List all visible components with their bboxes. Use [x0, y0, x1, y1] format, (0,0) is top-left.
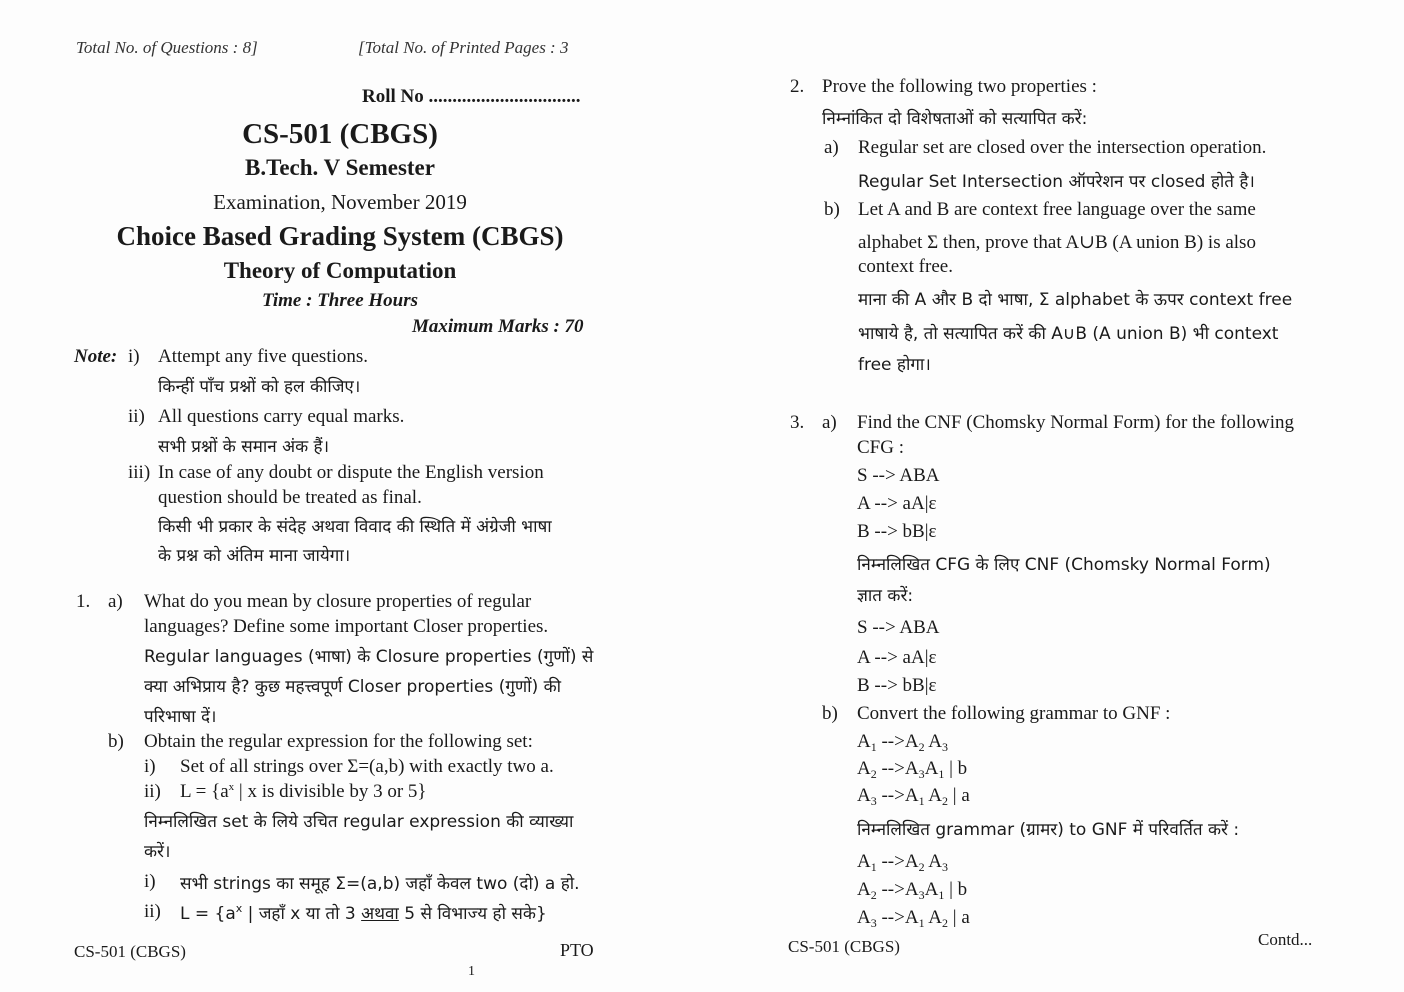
note-3-en-1: In case of any doubt or dispute the English version	[158, 462, 544, 483]
note-3-hi-1: किसी भी प्रकार के संदेह अथवा विवाद की स्थिति में अंग्रेजी भाषा	[158, 517, 552, 537]
q3a-en-1: Find the CNF (Chomsky Normal Form) for the following	[857, 412, 1294, 433]
q1b-hi-ii-label: ii)	[144, 901, 161, 922]
q1b-hi-i-text: सभी strings का समूह Σ=(a,b) जहाँ केवल two (दो) a हो.	[180, 874, 580, 894]
q1a-en-1: What do you mean by closure properties of regular	[144, 591, 532, 612]
q3a-hi-grammar-1: S --> ABA	[857, 617, 940, 638]
note-1-num: i)	[128, 346, 140, 367]
note-3-en-2: question should be treated as final.	[158, 487, 422, 508]
note-2-en: All questions carry equal marks.	[158, 406, 405, 427]
q3b-rule-3: $A_3$ $-->A_1$ $A_2$ | a	[857, 785, 970, 808]
note-1-hi: किन्हीं पाँच प्रश्नों को हल कीजिए।	[158, 377, 361, 397]
subject-title: Theory of Computation	[223, 258, 457, 283]
q1b-i-text: Set of all strings over Σ=(a,b) with exactly two a.	[180, 756, 554, 777]
q2b-en-1: Let A and B are context free language over the same	[858, 199, 1256, 220]
q2b-en-3: context free.	[858, 256, 953, 277]
degree-semester: B.Tech. V Semester	[245, 155, 435, 180]
q3b-rule-2: $A_2$ $-->A_3A_1$ | b	[857, 758, 968, 781]
q3a-hi-2: ज्ञात करें:	[857, 586, 914, 606]
q2b-hi-1: माना की A और B दो भाषा, Σ alphabet के ऊपर context free	[858, 290, 1293, 310]
course-code: CS-501 (CBGS)	[242, 118, 438, 150]
q2a-hi: Regular Set Intersection ऑपरेशन पर closed होते है।	[858, 172, 1255, 192]
q3b-hi: निम्नलिखित grammar (ग्रामर) to GNF में परिवर्तित करें :	[857, 820, 1240, 840]
q2-intro-hi: निम्नांकित दो विशेषताओं को सत्यापित करें:	[822, 109, 1088, 129]
exam-time: Time : Three Hours	[261, 290, 419, 311]
q3a-hi-1: निम्नलिखित CFG के लिए CNF (Chomsky Normal Form)	[857, 555, 1271, 575]
left-footer-code: CS-501 (CBGS)	[74, 942, 186, 961]
q3b-label: b)	[822, 703, 838, 724]
exam-session: Examination, November 2019	[213, 190, 467, 214]
roll-no: Roll No ................................	[362, 86, 581, 107]
q2a-en: Regular set are closed over the intersection operation.	[858, 137, 1267, 158]
q3a-grammar-2: A --> aA|ε	[857, 493, 937, 514]
printed-pages: [Total No. of Printed Pages : 3	[358, 38, 569, 57]
q3b-hi-rule-2: $A_2$ $-->A_3A_1$ | b	[857, 879, 968, 902]
q2b-label: b)	[824, 199, 840, 220]
q2b-hi-3: free होगा।	[858, 355, 931, 375]
maximum-marks: Maximum Marks : 70	[412, 316, 584, 337]
note-3-num: iii)	[128, 462, 151, 483]
total-questions: Total No. of Questions : 8]	[76, 38, 258, 57]
q3a-en-2: CFG :	[857, 437, 904, 458]
q1b-hi-i-label: i)	[144, 871, 156, 892]
q3b-hi-rule-1: $A_1$ $-->A_2$ $A_3$	[857, 851, 949, 874]
q3b-en: Convert the following grammar to GNF :	[857, 703, 1171, 724]
q1-number: 1.	[76, 591, 91, 612]
page-number: 1	[468, 964, 475, 979]
q3-number: 3.	[790, 412, 805, 433]
note-3-hi-2: के प्रश्न को अंतिम माना जायेगा।	[158, 546, 351, 566]
q1a-en-2: languages? Define some important Closer properties.	[144, 616, 549, 637]
q1b-ii-text: $L = \{a^x$ | x is divisible by 3 or 5}	[180, 781, 427, 802]
q1b-hi-2: करें।	[144, 842, 171, 862]
pto-label: PTO	[560, 940, 594, 960]
contd-label: Contd...	[1258, 930, 1313, 949]
right-footer-code: CS-501 (CBGS)	[788, 937, 900, 956]
q2b-hi-2: भाषाये है, तो सत्यापित करें की A∪B (A union B) भी context	[858, 324, 1279, 344]
q1b-label: b)	[108, 731, 124, 752]
q1a-hi-3: परिभाषा दें।	[144, 707, 217, 727]
note-label: Note:	[74, 346, 118, 367]
q2-intro-en: Prove the following two properties :	[822, 76, 1097, 97]
q3b-hi-rule-3: $A_3$ $-->A_1$ $A_2$ | a	[857, 907, 970, 930]
q2-number: 2.	[790, 76, 805, 97]
q3a-grammar-1: S --> ABA	[857, 465, 940, 486]
left-page	[0, 0, 700, 992]
note-1-en: Attempt any five questions.	[158, 346, 369, 367]
right-page	[702, 0, 1404, 992]
grading-system: Choice Based Grading System (CBGS)	[116, 221, 564, 251]
q1a-hi-1: Regular languages (भाषा) के Closure properties (गुणों) से	[144, 647, 594, 667]
q1b-i-label: i)	[144, 756, 156, 777]
q3a-hi-grammar-3: B --> bB|ε	[857, 675, 937, 696]
q1a-hi-2: क्या अभिप्राय है? कुछ महत्त्वपूर्ण Closer properties (गुणों) की	[144, 677, 562, 697]
q3a-label: a)	[822, 412, 837, 433]
q3a-grammar-3: B --> bB|ε	[857, 521, 937, 542]
q1a-label: a)	[108, 591, 123, 612]
note-2-hi: सभी प्रश्नों के समान अंक हैं।	[158, 437, 330, 457]
q2b-en-2: alphabet Σ then, prove that A∪B (A union B) is also	[858, 232, 1256, 253]
q3a-hi-grammar-2: A --> aA|ε	[857, 647, 937, 668]
q1b-ii-label: ii)	[144, 781, 161, 802]
note-2-num: ii)	[128, 406, 145, 427]
q1b-en: Obtain the regular expression for the following set:	[144, 731, 533, 752]
q2a-label: a)	[824, 137, 839, 158]
q1b-hi-ii-text: $L = \{a^x$ | जहाँ x या तो 3 अथवा 5 से विभाज्य हो सके}	[180, 902, 547, 924]
q1b-hi-1: निम्नलिखित set के लिये उचित regular expression की व्याख्या	[144, 812, 574, 832]
q3b-rule-1: $A_1$ $-->A_2$ $A_3$	[857, 731, 949, 754]
